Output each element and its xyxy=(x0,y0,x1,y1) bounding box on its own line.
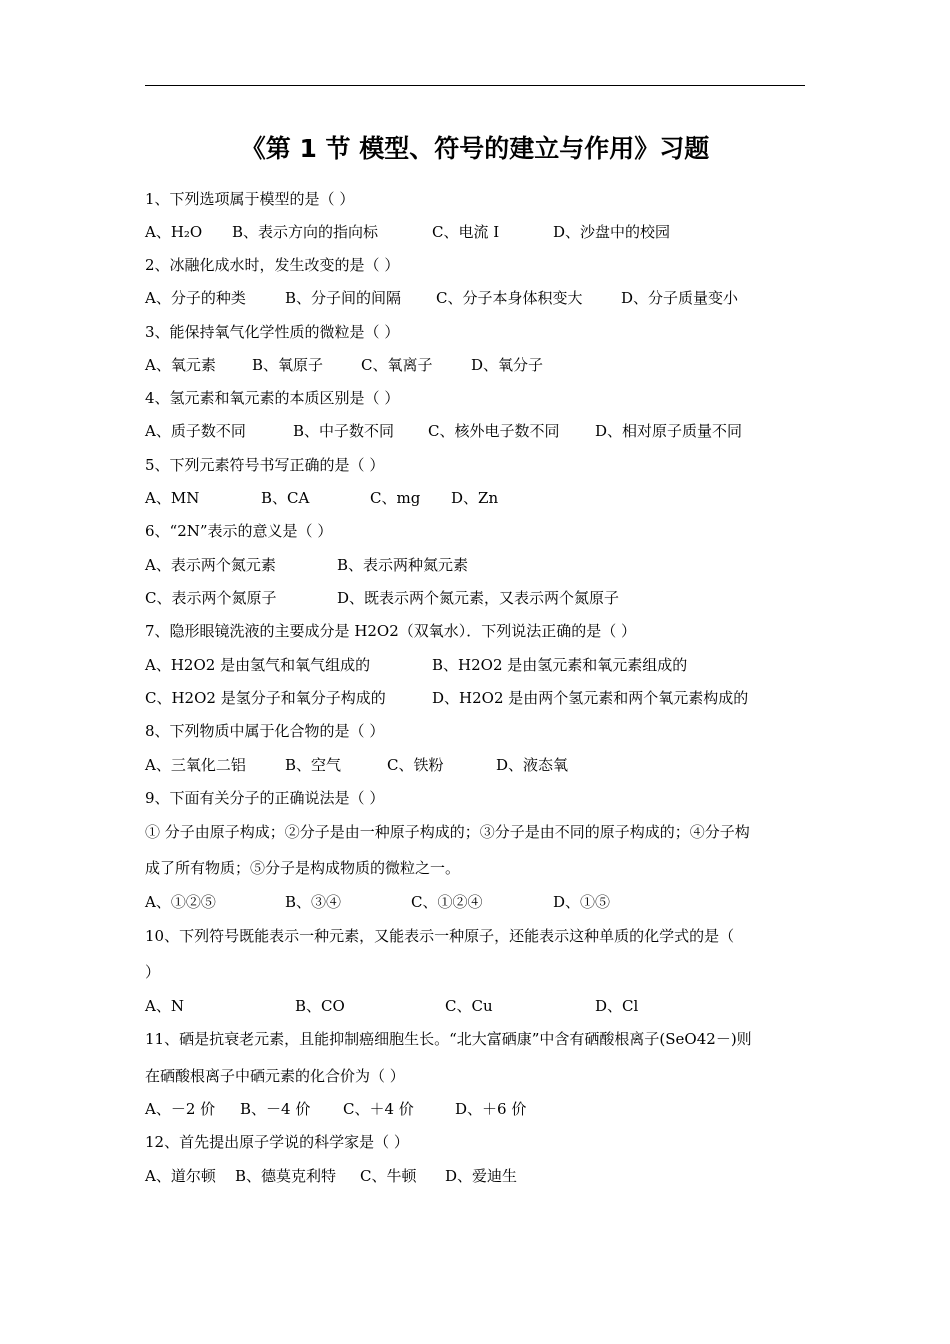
option-c: C、表示两个氮原子 xyxy=(145,589,277,607)
question-4-options xyxy=(145,420,805,442)
option-a: A、N xyxy=(145,997,184,1015)
question-6-stem: 6、“2N”表示的意义是（ ） xyxy=(145,522,333,540)
top-rule xyxy=(145,85,805,86)
question-11-stem-continued: 在硒酸根离子中硒元素的化合价为（ ） xyxy=(145,1067,405,1085)
option-b: B、空气 xyxy=(285,756,342,774)
option-b: B、中子数不同 xyxy=(293,422,395,440)
option-c: C、电流 I xyxy=(432,223,500,241)
question-11-stem: 11、硒是抗衰老元素，且能抑制癌细胞生长。“北大富硒康”中含有硒酸根离子(SeO42－)则 xyxy=(145,1030,752,1048)
question-8-options xyxy=(145,754,805,776)
option-b: B、－4 价 xyxy=(240,1100,311,1118)
option-a: A、氧元素 xyxy=(145,356,216,374)
question-2-stem: 2、冰融化成水时，发生改变的是（ ） xyxy=(145,256,400,274)
option-d: D、液态氧 xyxy=(496,756,569,774)
option-b: B、氧原子 xyxy=(252,356,324,374)
option-b: B、CO xyxy=(295,997,345,1015)
option-a: A、MN xyxy=(145,489,200,507)
question-12-options xyxy=(145,1165,805,1187)
question-4-stem: 4、氢元素和氧元素的本质区别是（ ） xyxy=(145,389,400,407)
option-d: D、Cl xyxy=(595,997,639,1015)
question-9-options xyxy=(145,891,805,913)
option-a: A、表示两个氮元素 xyxy=(145,556,276,574)
option-a: A、三氧化二铝 xyxy=(145,756,246,774)
question-10-stem: 10、下列符号既能表示一种元素，又能表示一种原子，还能表示这种单质的化学式的是（ xyxy=(145,927,735,945)
option-a: A、质子数不同 xyxy=(145,422,246,440)
option-d: D、H2O2 是由两个氢元素和两个氧元素构成的 xyxy=(432,689,749,707)
question-11-options xyxy=(145,1098,805,1120)
question-7-options-line-1 xyxy=(145,654,805,676)
question-9-body-line-2: 成了所有物质；⑤分子是构成物质的微粒之一。 xyxy=(145,859,461,877)
option-c: C、牛顿 xyxy=(360,1167,417,1185)
option-d: D、相对原子质量不同 xyxy=(595,422,743,440)
option-c: C、分子本身体积变大 xyxy=(436,289,583,307)
option-c: C、①②④ xyxy=(411,893,483,911)
question-5-stem: 5、下列元素符号书写正确的是（ ） xyxy=(145,456,385,474)
option-a: A、－2 价 xyxy=(145,1100,216,1118)
option-a: A、H₂O xyxy=(145,223,203,241)
option-c: C、氧离子 xyxy=(361,356,433,374)
question-3-options xyxy=(145,354,805,376)
option-d: D、①⑤ xyxy=(553,893,611,911)
question-6-options-line-1 xyxy=(145,554,805,576)
page-title: 《第 1 节 模型、符号的建立与作用》习题 xyxy=(240,134,710,163)
option-a: A、H2O2 是由氢气和氧气组成的 xyxy=(145,656,371,674)
option-d: D、分子质量变小 xyxy=(621,289,739,307)
option-a: A、道尔顿 xyxy=(145,1167,216,1185)
question-8-stem: 8、下列物质中属于化合物的是（ ） xyxy=(145,722,385,740)
option-c: C、Cu xyxy=(445,997,493,1015)
option-c: C、H2O2 是氢分子和氧分子构成的 xyxy=(145,689,386,707)
option-b: B、表示两种氮元素 xyxy=(337,556,469,574)
question-5-options xyxy=(145,487,805,509)
option-d: D、既表示两个氮元素，又表示两个氮原子 xyxy=(337,589,620,607)
option-b: B、③④ xyxy=(285,893,342,911)
question-3-stem: 3、能保持氧气化学性质的微粒是（ ） xyxy=(145,323,400,341)
option-d: D、氧分子 xyxy=(471,356,544,374)
question-10-options xyxy=(145,995,805,1017)
question-1-options xyxy=(145,221,805,243)
option-b: B、表示方向的指向标 xyxy=(232,223,379,241)
question-1-stem: 1、下列选项属于模型的是（ ） xyxy=(145,190,355,208)
option-d: D、Zn xyxy=(451,489,499,507)
option-c: C、铁粉 xyxy=(387,756,444,774)
option-b: B、CA xyxy=(261,489,310,507)
option-b: B、分子间的间隔 xyxy=(285,289,402,307)
option-d: D、爱迪生 xyxy=(445,1167,518,1185)
option-d: D、沙盘中的校园 xyxy=(553,223,671,241)
option-a: A、分子的种类 xyxy=(145,289,246,307)
option-b: B、德莫克利特 xyxy=(235,1167,337,1185)
option-d: D、＋6 价 xyxy=(455,1100,527,1118)
option-c: C、核外电子数不同 xyxy=(428,422,560,440)
question-9-stem: 9、下面有关分子的正确说法是（ ） xyxy=(145,789,385,807)
question-7-options-line-2 xyxy=(145,687,805,709)
question-9-body-line-1: ① 分子由原子构成；②分子是由一种原子构成的；③分子是由不同的原子构成的；④分子构 xyxy=(145,823,750,841)
question-6-options-line-2 xyxy=(145,587,805,609)
question-7-stem: 7、隐形眼镜洗液的主要成分是 H2O2（双氧水）．下列说法正确的是（ ） xyxy=(145,622,637,640)
question-2-options xyxy=(145,287,805,309)
option-c: C、＋4 价 xyxy=(343,1100,414,1118)
option-a: A、①②⑤ xyxy=(145,893,216,911)
option-c: C、mg xyxy=(370,489,421,507)
question-12-stem: 12、首先提出原子学说的科学家是（ ） xyxy=(145,1133,409,1151)
question-10-stem-continued: ） xyxy=(145,963,161,981)
option-b: B、H2O2 是由氢元素和氧元素组成的 xyxy=(432,656,688,674)
